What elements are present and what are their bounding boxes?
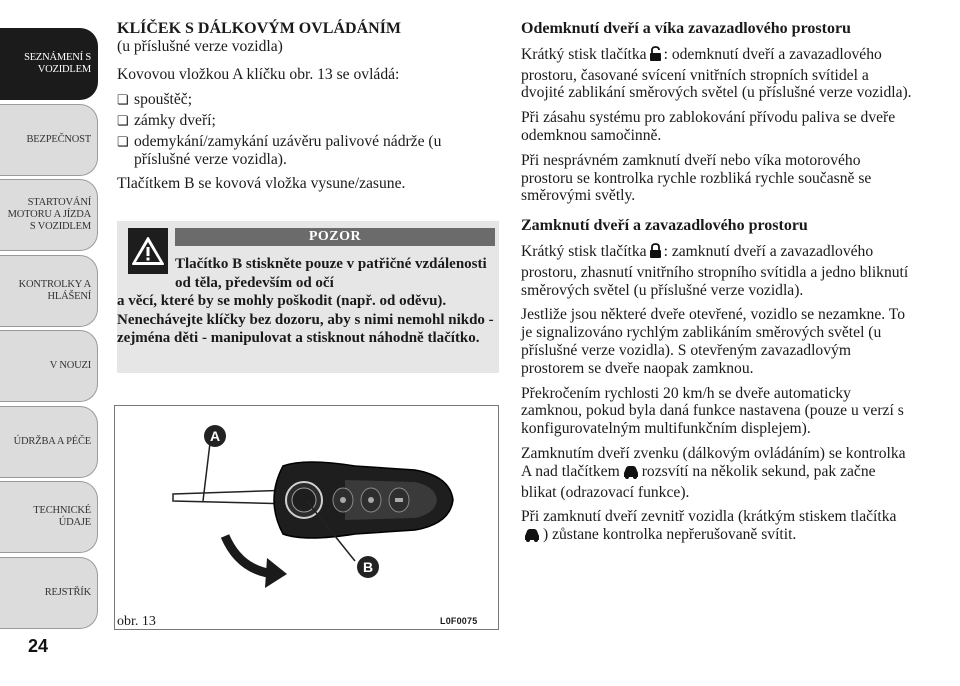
warning-text-rest: a věcí, které by se mohly poškodit (např. od oděvu). Nenechávejte klíčky bez dozoru, aby s nimi nemohl nikdo - zejména děti - manipulovat a stisknout náhodně tlačítko. — [117, 293, 494, 346]
unlock-heading: Odemknutí dveří a víka zavazadlového prostoru — [521, 20, 851, 37]
chapter-tabs — [0, 0, 100, 640]
remote-lock-text-post: rozsvítí na několik sekund, pak začne blikat (odrazovací funkce). — [521, 462, 876, 501]
label-b: B — [362, 559, 374, 575]
warning-text-first: Tlačítko B stiskněte pouze v patřičné vzdálenosti od těla, především od očí — [175, 256, 487, 291]
unlock-text-post: : odemknutí dveří a zavazadlového prostoru, časované svícení vnitřních stropních svítidel a dvojité zablikání směrových světel (u příslušné verze vozidla). — [521, 45, 912, 102]
intro-text: Kovovou vložkou A klíčku obr. 13 se ovládá: — [117, 66, 400, 83]
unlock-padlock-icon — [649, 46, 662, 67]
after-text: Tlačítkem B se kovová vložka vysune/zasune. — [117, 175, 406, 192]
tab-rejstrik[interactable]: REJSTŘÍK — [0, 557, 98, 629]
remote-lock-text — [521, 445, 913, 501]
list-item: ❏ zámky dveří; — [117, 112, 499, 130]
car-lock-icon — [523, 528, 541, 547]
inside-lock-text-pre: Při zamknutí dveří zevnitř vozidla (krátkým stiskem tlačítka — [521, 508, 897, 526]
open-door-text: Jestliže jsou některé dveře otevřené, vozidlo se nezamkne. To je signalizováno rychlým zablikáním směrových světel (u příslušné verze vozidla). S otevřeným zavazadlovým prostorem se dveře naopak zamknou. — [521, 306, 905, 377]
inside-lock-text-post: ) zůstane kontrolka nepřerušovaně svítit. — [543, 526, 797, 544]
lock-text — [521, 243, 913, 299]
left-column — [117, 20, 499, 200]
right-column — [521, 20, 913, 554]
lock-heading: Zamknutí dveří a zavazadlového prostoru — [521, 217, 808, 235]
lock-text-post: : zamknutí dveří a zavazadlového prostoru, zhasnutí vnitřního stropního svítidla a jedno bliknutí směrových světel (u příslušné verze vozidla). — [521, 242, 909, 299]
list-item: ❏ odemykání/zamykání uzávěru palivové nádrže (u příslušné verze vozidla). — [117, 133, 499, 169]
figure-caption: obr. 13 — [117, 614, 156, 629]
car-lock-icon — [622, 465, 640, 484]
tab-udrzba[interactable]: ÚDRŽBA A PÉČE — [0, 406, 98, 478]
inside-lock-text — [521, 508, 913, 547]
list-item: ❏ spouštěč; — [117, 91, 499, 109]
label-a: A — [209, 428, 221, 444]
page-number: 24 — [28, 636, 49, 656]
incorrect-lock-text: Při nesprávném zamknutí dveří nebo víka motorového prostoru se kontrolka rychle rozbliká rychle současně se směrovými světly. — [521, 151, 872, 205]
unlock-text — [521, 46, 913, 102]
section-heading: KLÍČEK S DÁLKOVÝM OVLÁDÁNÍM — [117, 20, 402, 37]
tab-startovani[interactable]: STARTOVÁNÍ MOTORU A JÍZDA S VOZIDLEM — [0, 179, 98, 251]
bullet-list — [117, 91, 499, 169]
figure-code: L0F0075 — [440, 616, 478, 626]
unlock-text-pre: Krátký stisk tlačítka — [521, 45, 647, 63]
speed-lock-text: Překročením rychlosti 20 km/h se dveře automaticky zamknou, pokud byla daná funkce nastavena (pouze u verzí s konfigurovatelným multifunkčním displejem). — [521, 384, 904, 438]
lock-text-pre: Krátký stisk tlačítka — [521, 242, 647, 260]
tab-seznameni[interactable]: SEZNÁMENÍ S VOZIDLEM — [0, 28, 98, 100]
warning-title: POZOR — [175, 228, 495, 246]
tab-bezpecnost[interactable]: BEZPEČNOST — [0, 104, 98, 176]
tab-technicke[interactable]: TECHNICKÉ ÚDAJE — [0, 481, 98, 553]
warning-text — [117, 255, 495, 348]
tab-v-nouzi[interactable]: V NOUZI — [0, 330, 98, 402]
fuel-cutoff-text: Při zásahu systému pro zablokování přívodu paliva se dveře odemknou samočinně. — [521, 109, 896, 144]
key-illustration — [115, 406, 498, 629]
lock-padlock-icon — [649, 243, 662, 264]
tab-kontrolky[interactable]: KONTROLKY A HLÁŠENÍ — [0, 255, 98, 327]
figure-key — [114, 405, 499, 630]
remote-lock-text-pre: Zamknutím dveří zvenku (dálkovým ovládáním) se kontrolka A nad tlačítkem — [521, 444, 906, 480]
section-subheading: (u příslušné verze vozidla) — [117, 38, 283, 55]
